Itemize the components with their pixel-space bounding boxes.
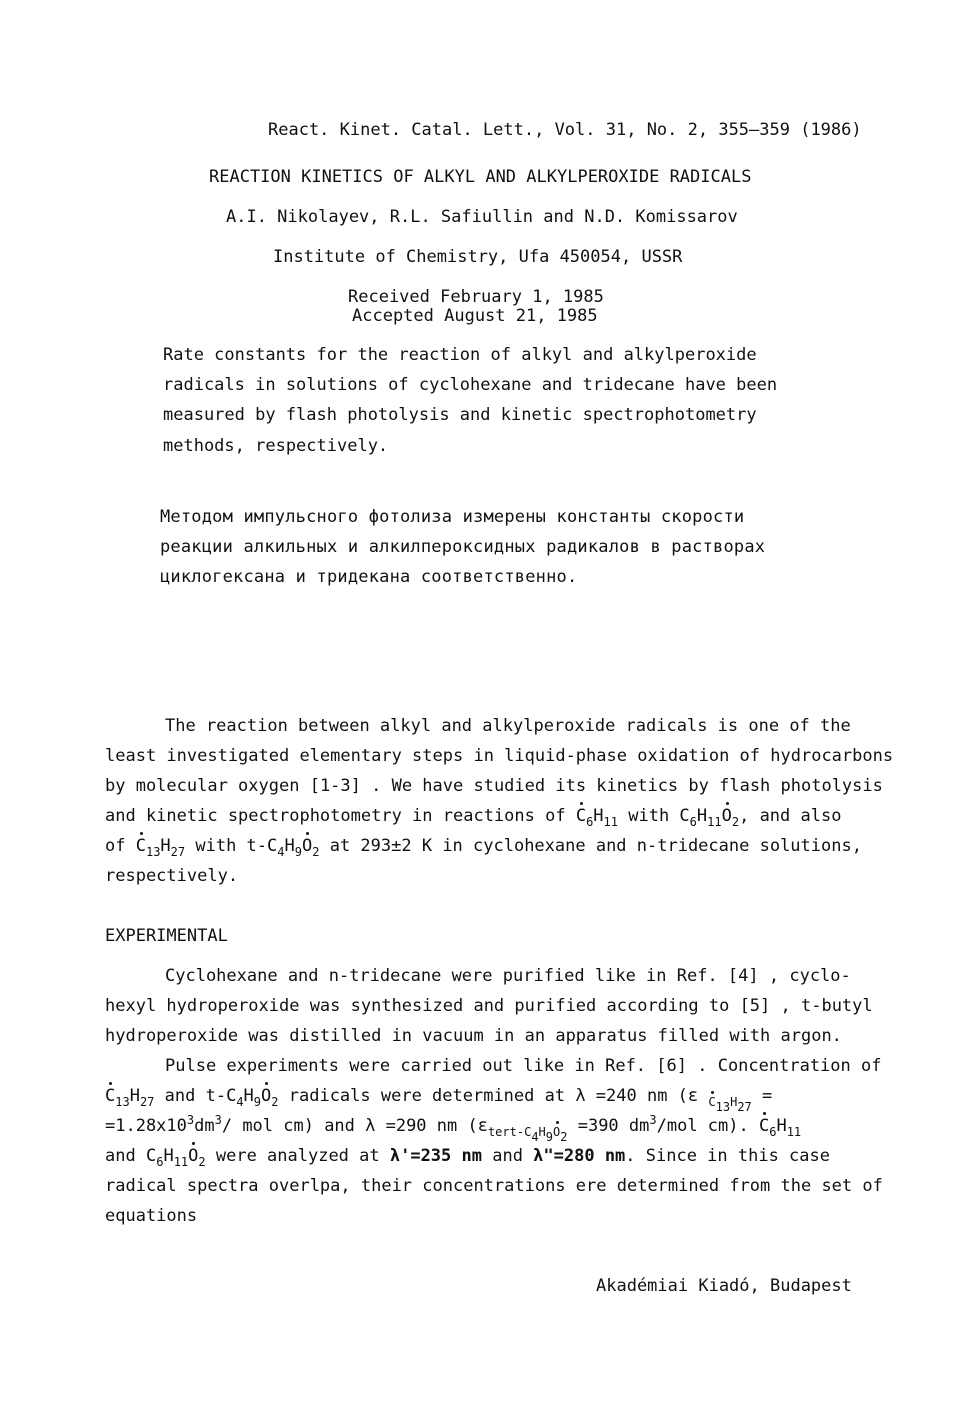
intro-line: by molecular oxygen [1-3] . We have studied its kinetics by flash photolysis — [105, 776, 883, 796]
temperature: 293±2 K — [360, 836, 433, 856]
formula-tbuo2: $t-C_4H_9O_2$ — [205, 1086, 279, 1109]
abstract-line: Rate constants for the reaction of alkyl and alkylperoxide — [163, 345, 757, 365]
formula-c13h27: $C_{13}H_{27}$ — [135, 836, 186, 859]
abstract-ru-line: Методом импульсного фотолиза измерены константы скорости — [160, 507, 745, 527]
abstract-ru-line: реакции алкильных и алкилпероксидных радикалов в растворах — [160, 537, 766, 557]
publisher-footer: Akadémiai Kiadó, Budapest — [596, 1276, 852, 1296]
abstract-line: methods, respectively. — [163, 436, 389, 456]
citation-line: React. Kinet. Catal. Lett., Vol. 31, No. 2, 355–359 (1986) — [268, 120, 862, 140]
exp-line: Pulse experiments were carried out like in Ref. [6] . Concentration of — [165, 1056, 882, 1076]
citation-ref[interactable]: [4] — [727, 966, 759, 986]
intro-line: respectively. — [105, 866, 239, 886]
intro-line: and kinetic spectrophotometry in reactions of $C_6H_{11}$ with $C_6H_{11}O_2$, and also — [105, 806, 842, 829]
formula-c13h27: $C_{13}H_{27}$ — [105, 1086, 155, 1109]
citation-ref[interactable]: [6] — [656, 1056, 687, 1076]
formula-c6h11: $C_6H_{11}$ — [575, 806, 618, 829]
section-heading-experimental: EXPERIMENTAL — [105, 926, 228, 946]
formula-c6h11o2: $C_6H_{11}O_2$ — [679, 806, 740, 829]
intro-line: least investigated elementary steps in liquid-phase oxidation of hydrocarbons — [105, 746, 894, 766]
abstract-line: measured by flash photolysis and kinetic spectrophotometry — [163, 405, 757, 425]
exp-line: $C_{13}H_{27}$ and $t-C_4H_9O_2$ radicals were determined at λ =240 nm (ε $_{C_{13}H_{27}}$ = — [105, 1086, 773, 1114]
exp-line: equations — [105, 1206, 198, 1226]
abstract-line: radicals in solutions of cyclohexane and tridecane have been — [163, 375, 778, 395]
epsilon-subscript: C13H27 — [708, 1095, 752, 1114]
exp-line: hexyl hydroperoxide was synthesized and purified according to [5] , t-butyl — [105, 996, 873, 1016]
exp-line: radical spectra overlpa, their concentrations ere determined from the set of — [105, 1176, 883, 1196]
authors: A.I. Nikolayev, R.L. Safiullin and N.D. Komissarov — [226, 207, 738, 227]
abstract-ru-line: циклогексана и тридекана соответственно. — [160, 567, 578, 587]
exp-line: hydroperoxide was distilled in vacuum in an apparatus filled with argon. — [105, 1026, 842, 1046]
exp-line: Cyclohexane and n-tridecane were purified like in Ref. [4] , cyclo- — [165, 966, 851, 986]
epsilon-subscript: tert-C4H9O2 — [487, 1125, 568, 1144]
intro-line: The reaction between alkyl and alkylperoxide radicals is one of the — [165, 716, 851, 736]
exp-line: $=1.28x10^3dm^3/$ mol cm) and λ =290 nm ($\varepsilon_{tert-C_4H_9O_2} =390$ $dm^3$/mol cm). $C_6H_{11}$ — [105, 1113, 802, 1144]
affiliation: Institute of Chemistry, Ufa 450054, USSR — [273, 247, 683, 267]
formula-tbuo2: $t-C_4H_9O_2$ — [246, 836, 320, 859]
citation-ref[interactable]: [1-3] — [309, 776, 361, 796]
paper-title: REACTION KINETICS OF ALKYL AND ALKYLPEROXIDE RADICALS — [209, 167, 752, 187]
formula-c6h11: $C_6H_{11}$ — [758, 1116, 802, 1139]
intro-line: of $C_{13}H_{27}$ with $t-C_4H_9O_2$ at 293±2 K in cyclohexane and n-tridecane solutions, — [105, 836, 862, 859]
exp-line: and $C_6H_{11}O_2$ were analyzed at λ'=235 nm and λ"=280 nm. Since in this case — [105, 1146, 830, 1169]
formula-c6h11o2: $C_6H_{11}O_2$ — [145, 1146, 206, 1169]
accepted-date: Accepted August 21, 1985 — [352, 306, 598, 326]
citation-ref[interactable]: [5] — [739, 996, 771, 1016]
received-date: Received February 1, 1985 — [348, 287, 604, 307]
